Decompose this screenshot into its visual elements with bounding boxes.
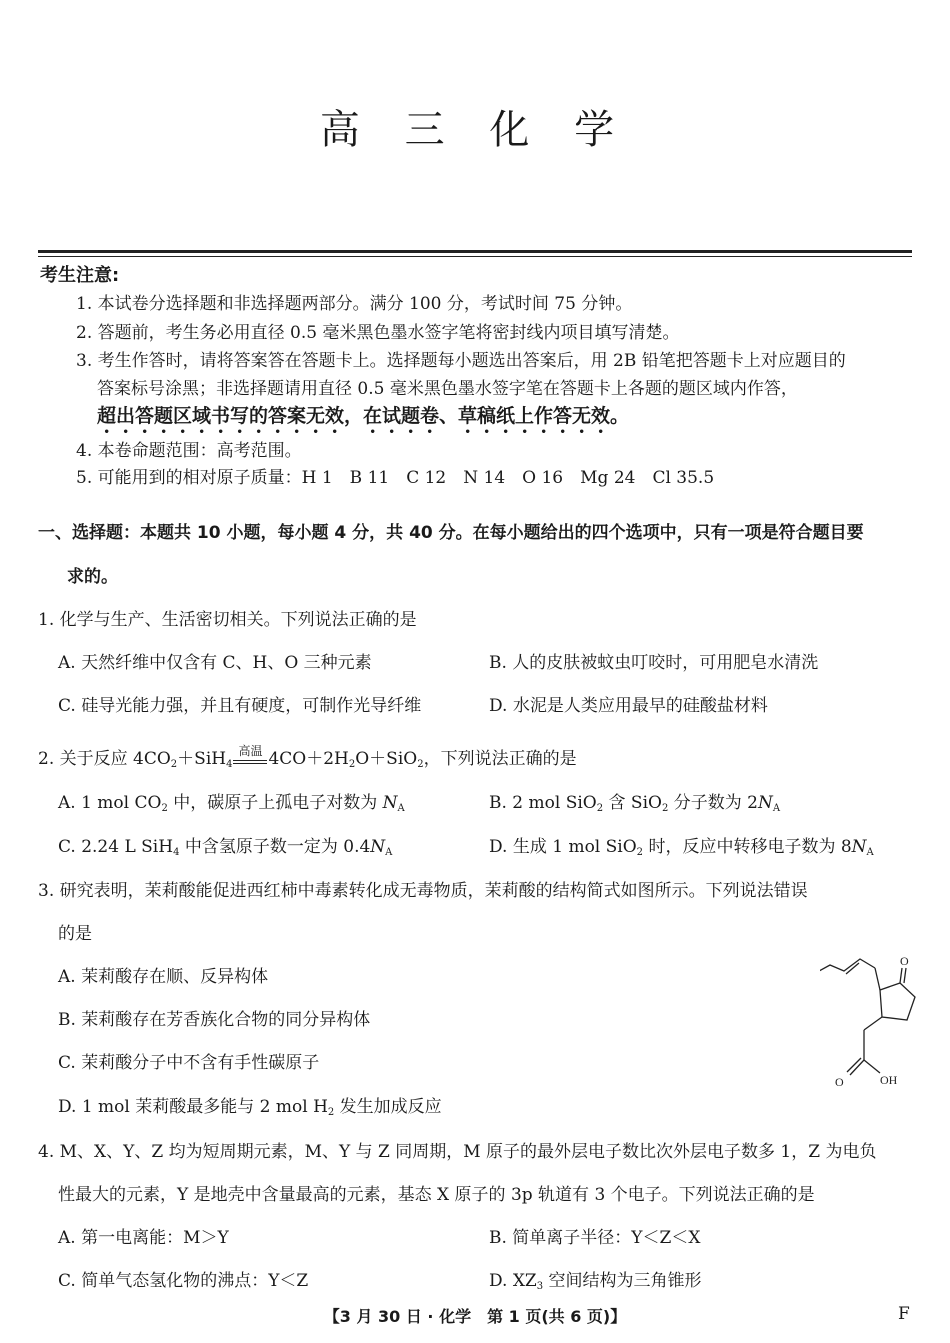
q3-stem-cont: 的是 [58,924,92,944]
q3-option-b: B. 茉莉酸存在芳香族化合物的同分异构体 [58,1010,371,1030]
reaction-arrow [233,743,267,768]
q2-option-a: A. 1 mol $CO_2$ 中，碳原子上孤电子对数为 $N_A$ [58,793,405,814]
reaction-condition: 高温 [238,743,263,758]
page-footer: 【3 月 30 日 · 化学 第 1 页(共 6 页)】 [323,1307,627,1326]
q2-option-d: D. 生成 1 mol SiO$_2$ 时，反应中转移电子数为 $8N_A$ [489,837,874,858]
q2-stem: 2. 关于反应 $4CO_2+SiH_4$ 高温 $4CO+2H_2O+SiO_2$，下列说法正确的是 [38,743,577,770]
notice-item-3-cont: 答案标号涂黑；非选择题请用直径 0.5 毫米黑色墨水签字笔在答题卡上各题的题区域内作答， [97,379,798,399]
notice-item-3-emphasis: 超出答题区域书写的答案无效，在试题卷、草稿纸上作答无效。 [97,405,630,427]
paper-code: F [898,1304,910,1324]
section-heading-cont: 求的。 [67,567,118,587]
notice-item-2: 2. 答题前，考生务必用直径 0.5 毫米黑色墨水签字笔将密封线内项目填写清楚。 [76,323,680,343]
q3-option-c: C. 茉莉酸分子中不含有手性碳原子 [58,1053,320,1073]
q2-option-b: B. 2 mol SiO$_2$ 含 SiO$_2$ 分子数为 $2N_A$ [489,793,781,814]
notice-item-4: 4. 本卷命题范围：高考范围。 [76,441,302,461]
structure-o-label: O [900,954,909,968]
jasmonic-acid-structure [820,950,920,1100]
q4-option-b: B. 简单离子半径：Y＜Z＜X [489,1228,701,1248]
q4-option-c: C. 简单气态氢化物的沸点：Y＜Z [58,1271,309,1291]
q2-option-c: C. 2.24 L SiH$_4$ 中含氢原子数一定为 $0.4N_A$ [58,837,393,858]
q1-stem: 1. 化学与生产、生活密切相关。下列说法正确的是 [38,610,417,630]
page-title: 高 三 化 学 [319,107,631,153]
q1-option-d: D. 水泥是人类应用最早的硅酸盐材料 [489,696,768,716]
q4-stem: 4. M、X、Y、Z 均为短周期元素，M、Y 与 Z 同周期，M 原子的最外层电子数比次外层电子数多 1，Z 为电负 [38,1142,877,1162]
header-rule-thin [38,256,912,257]
header-rule-thick [38,250,912,253]
structure-oh-label: OH [880,1073,898,1087]
notice-item-3: 3. 考生作答时，请将答案答在答题卡上。选择题每小题选出答案后，用 2B 铅笔把答题卡上对应题目的 [76,351,846,371]
q4-stem-cont: 性最大的元素，Y 是地壳中含量最高的元素，基态 X 原子的 3p 轨道有 3 个电子。下列说法正确的是 [58,1185,815,1205]
q1-option-c: C. 硅导光能力强，并且有硬度，可制作光导纤维 [58,696,422,716]
q3-option-a: A. 茉莉酸存在顺、反异构体 [58,967,269,987]
q1-option-a: A. 天然纤维中仅含有 C、H、O 三种元素 [58,653,372,673]
structure-acid-o-label: O [835,1075,844,1089]
q4-option-a: A. 第一电离能：M＞Y [58,1228,229,1248]
notice-item-1: 1. 本试卷分选择题和非选择题两部分。满分 100 分，考试时间 75 分钟。 [76,294,633,314]
q3-option-d: D. 1 mol 茉莉酸最多能与 2 mol $H_2$ 发生加成反应 [58,1097,442,1118]
notice-item-5: 5. 可能用到的相对原子质量：H 1 B 11 C 12 N 14 O 16 Mg 24 Cl 35.5 [76,468,715,488]
q1-option-b: B. 人的皮肤被蚊虫叮咬时，可用肥皂水清洗 [489,653,819,673]
notice-heading: 考生注意: [40,265,120,286]
q3-stem: 3. 研究表明，茉莉酸能促进西红柿中毒素转化成无毒物质，茉莉酸的结构简式如图所示。下列说法错误 [38,881,808,901]
q4-option-d: D. $XZ_3$ 空间结构为三角锥形 [489,1271,702,1292]
section-heading: 一、选择题：本题共 10 小题，每小题 4 分，共 40 分。在每小题给出的四个选项中，只有一项是符合题目要 [38,523,864,543]
